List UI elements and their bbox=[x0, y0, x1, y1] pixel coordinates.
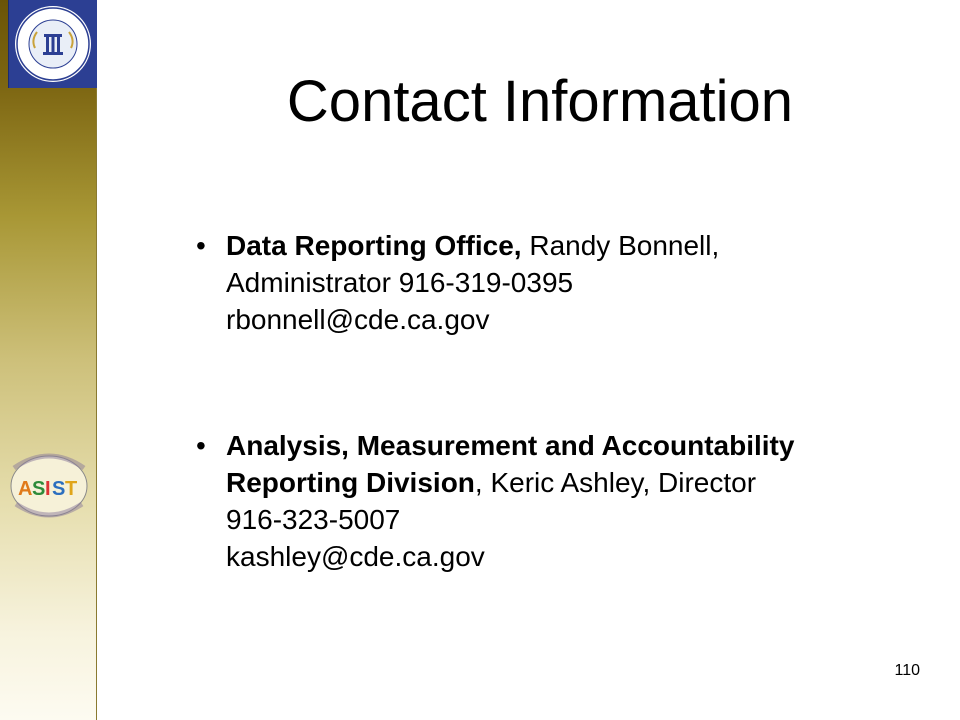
contact-role-phone: Administrator 916-319-0395 bbox=[226, 267, 574, 298]
seal-icon bbox=[13, 4, 93, 84]
svg-text:A: A bbox=[18, 478, 33, 500]
contact-org-line-2: Reporting Division bbox=[226, 467, 475, 498]
contact-line-1 bbox=[226, 227, 896, 264]
asist-icon bbox=[4, 438, 94, 528]
contact-email: rbonnell@cde.ca.gov bbox=[226, 304, 490, 335]
contact-org-line-1: Analysis, Measurement and Accountability bbox=[226, 430, 795, 461]
contact-name: Randy Bonnell, bbox=[521, 230, 720, 261]
page-number: 110 bbox=[894, 662, 920, 679]
svg-text:S: S bbox=[32, 478, 46, 500]
contact-list bbox=[196, 227, 896, 575]
svg-text:S: S bbox=[52, 478, 66, 500]
svg-text:I: I bbox=[45, 478, 51, 500]
contact-email: kashley@cde.ca.gov bbox=[226, 541, 485, 572]
contact-item-data-reporting bbox=[196, 227, 896, 338]
asist-logo bbox=[4, 438, 94, 533]
sidebar bbox=[0, 0, 97, 720]
fresno-county-seal-logo bbox=[8, 0, 97, 88]
contact-name: , Keric Ashley, Director bbox=[474, 467, 757, 498]
slide-title: Contact Information bbox=[286, 69, 794, 134]
bullet-icon: • bbox=[196, 230, 206, 261]
svg-text:T: T bbox=[65, 478, 78, 500]
contact-item-accountability bbox=[196, 427, 896, 575]
contact-phone: 916-323-5007 bbox=[226, 504, 401, 535]
contact-line-2 bbox=[226, 464, 896, 501]
bullet-icon: • bbox=[196, 430, 206, 461]
contact-org: Data Reporting Office, bbox=[226, 230, 522, 261]
